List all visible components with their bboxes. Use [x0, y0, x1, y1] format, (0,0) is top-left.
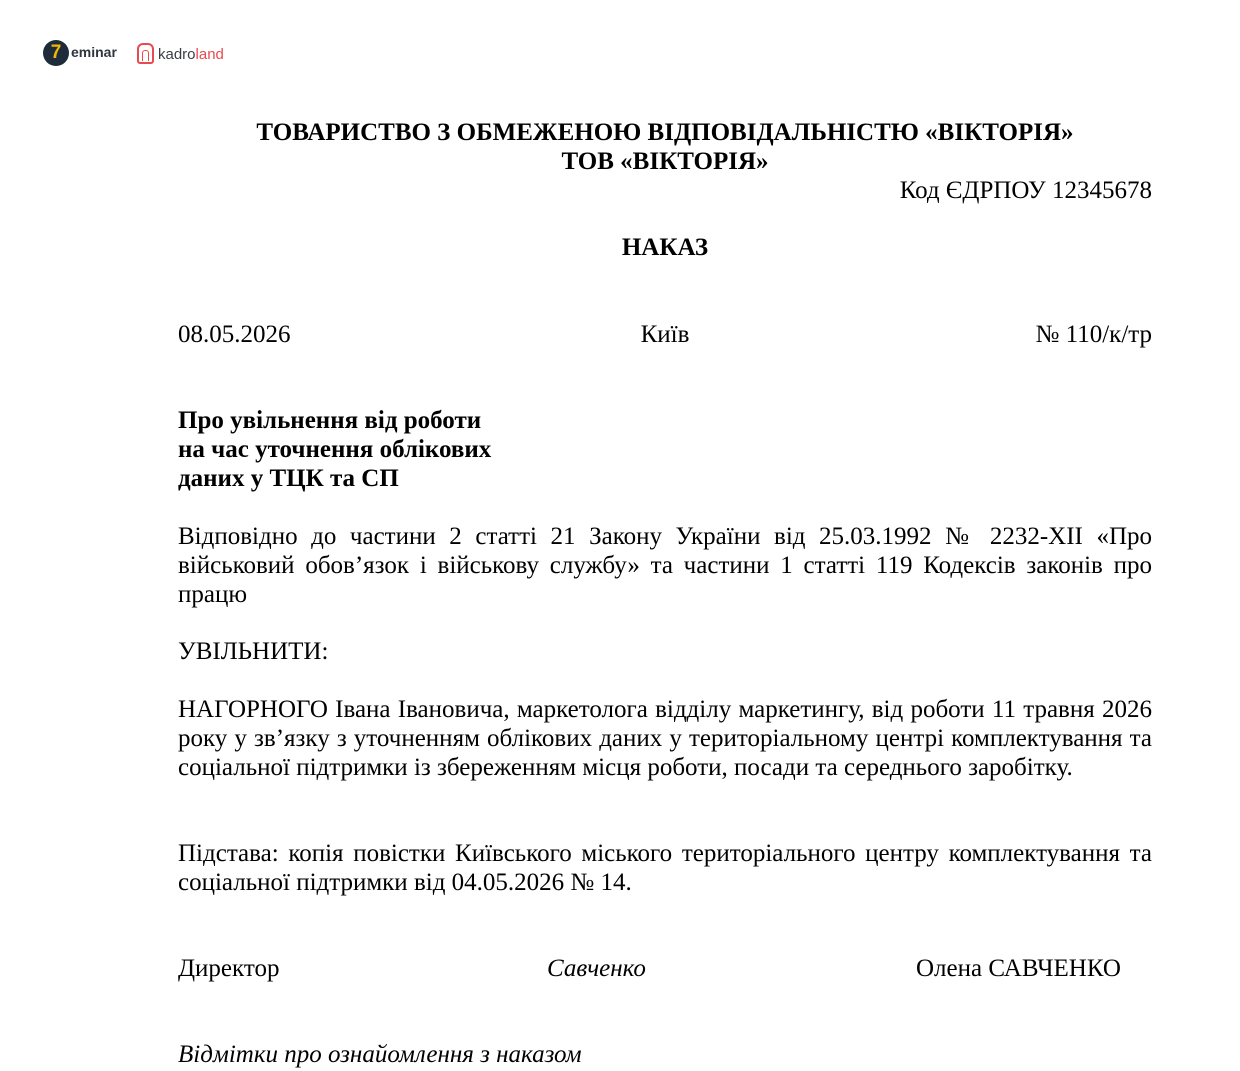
- document-date: 08.05.2026: [178, 320, 291, 348]
- order-directive: [178, 637, 1152, 666]
- signer-name: Олена САВЧЕНКО: [916, 954, 1121, 982]
- signature-row: [178, 954, 1152, 983]
- basis-paragraph: [178, 839, 1152, 897]
- logo-7eminar-text: eminar: [71, 44, 117, 60]
- subject-line: даних у ТЦК та СП: [178, 464, 399, 492]
- logo-7eminar-mark: 7: [43, 40, 69, 66]
- document-meta-row: [178, 320, 1152, 349]
- company-short-name: ТОВ «ВІКТОРІЯ»: [561, 148, 769, 175]
- subject-line: Про увільнення від роботи: [178, 406, 482, 434]
- order-paragraph: [178, 695, 1152, 782]
- signer-position: Директор: [178, 954, 280, 982]
- preamble-line: працю: [178, 580, 248, 608]
- document-number: № 110/к/тр: [1035, 320, 1152, 348]
- signature-mark: Савченко: [547, 954, 646, 982]
- acknowledgement-section: [178, 1040, 1152, 1069]
- acknowledgement-title: Відмітки про ознайомлення з наказом: [178, 1040, 582, 1068]
- logo-kadroland-text-dark: kadro: [158, 46, 196, 63]
- edrpou-code: Код ЄДРПОУ 12345678: [899, 177, 1152, 204]
- kadroland-house-icon: [137, 43, 154, 64]
- document-type-title: НАКАЗ: [621, 233, 709, 261]
- logo-kadroland-text-accent: land: [195, 46, 224, 63]
- subject-line: на час уточнення облікових: [178, 435, 492, 463]
- company-full-name: ТОВАРИСТВО З ОБМЕЖЕНОЮ ВІДПОВІДАЛЬНІСТЮ «ВІКТОРІЯ»: [256, 119, 1074, 146]
- basis-line: соціальної підтримки від 04.05.2026 № 14.: [178, 868, 632, 896]
- order-line: року у зв’язку з уточненням облікових даних у територіальному центрі комплектування та: [178, 724, 1152, 752]
- preamble-line: військовий обов’язок і військову службу» та частини 1 статті 119 Кодексів законів про: [178, 551, 1152, 579]
- basis-line: Підстава: копія повістки Київського міського територіального центру комплектування та: [178, 839, 1152, 867]
- document-subject: [178, 406, 1152, 493]
- document-header: [178, 118, 1152, 205]
- logo-kadroland-text: [158, 46, 224, 63]
- document-type: [178, 233, 1152, 262]
- order-word: УВІЛЬНИТИ:: [178, 637, 329, 665]
- document-city: Київ: [640, 320, 690, 348]
- preamble-paragraph: [178, 522, 1152, 609]
- order-line: НАГОРНОГО Івана Івановича, маркетолога відділу маркетингу, від роботи 11 травня 2026: [178, 695, 1152, 723]
- order-line: соціальної підтримки із збереженням місця роботи, посади та середнього заробітку.: [178, 753, 1073, 781]
- preamble-line: Відповідно до частини 2 статті 21 Закону України від 25.03.1992 № 2232-XII «Про: [178, 522, 1152, 550]
